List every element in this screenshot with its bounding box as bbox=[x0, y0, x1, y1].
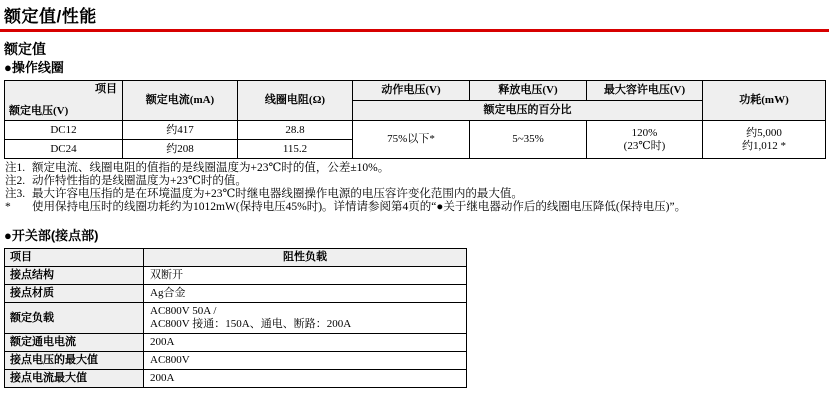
rated-load-line1: AC800V 50A / bbox=[150, 305, 217, 317]
cell-resistance: 28.8 bbox=[238, 121, 353, 140]
note-1 bbox=[5, 162, 829, 175]
cell-resistance: 115.2 bbox=[238, 140, 353, 159]
coil-table-row-dc12 bbox=[5, 121, 826, 140]
row-label: 接点电压的最大值 bbox=[5, 352, 144, 370]
note-text: 额定电流、线圈电阻的值指的是线圈温度为+23℃时的值，公差±10%。 bbox=[32, 162, 390, 174]
cell-current: 约208 bbox=[123, 140, 238, 159]
header-rated-current: 额定电流(mA) bbox=[123, 81, 238, 121]
row-value: AC800V bbox=[144, 352, 467, 370]
row-label: 额定负载 bbox=[5, 303, 144, 334]
switch-section-heading: ●开关部(接点部) bbox=[4, 228, 99, 243]
footnotes bbox=[5, 162, 829, 214]
table-row-contact-arrangement bbox=[5, 267, 467, 285]
row-label: 接点结构 bbox=[5, 267, 144, 285]
header-max-allowable-voltage: 最大容许电压(V) bbox=[587, 81, 703, 101]
header-coil-resistance: 线圈电阻(Ω) bbox=[238, 81, 353, 121]
coil-table bbox=[4, 80, 826, 159]
header-power-consumption: 功耗(mW) bbox=[703, 81, 826, 121]
table-row-max-contact-current bbox=[5, 370, 467, 388]
cell-current: 约417 bbox=[123, 121, 238, 140]
note-3 bbox=[5, 188, 829, 201]
row-label: 额定通电电流 bbox=[5, 334, 144, 352]
cell-power-consumption bbox=[703, 121, 826, 159]
table-row-max-contact-voltage bbox=[5, 352, 467, 370]
row-value bbox=[144, 303, 467, 334]
section-heading-rated-values: 额定值 bbox=[4, 41, 46, 57]
cell-release-voltage: 5~35% bbox=[470, 121, 587, 159]
corner-rated-voltage-label: 额定电压(V) bbox=[9, 105, 69, 117]
row-value: 双断开 bbox=[144, 267, 467, 285]
table-row-rated-load bbox=[5, 303, 467, 334]
rated-load-line2: AC800V 接通：150A、通电、断路：200A bbox=[150, 318, 352, 330]
note-2 bbox=[5, 175, 829, 188]
header-resistive-load: 阻性负载 bbox=[144, 249, 467, 267]
row-value: 200A bbox=[144, 334, 467, 352]
table-row-contact-material bbox=[5, 285, 467, 303]
header-release-voltage: 释放电压(V) bbox=[470, 81, 587, 101]
note-label: 注1. bbox=[5, 162, 26, 174]
note-text: 最大许容电压指的是在环境温度为+23℃时继电器线圈操作电源的电压容许变化范围内的最大值。 bbox=[32, 188, 523, 200]
corner-item-label: 项目 bbox=[95, 83, 117, 95]
power-line2: 约1,012 * bbox=[742, 139, 786, 152]
header-percent-of-rated: 额定电压的百分比 bbox=[353, 101, 703, 121]
note-text: 动作特性指的是线圈温度为+23℃时的值。 bbox=[32, 175, 247, 187]
cell-voltage: DC12 bbox=[5, 121, 123, 140]
header-item: 项目 bbox=[5, 249, 144, 267]
table-row-rated-carrying-current bbox=[5, 334, 467, 352]
switch-table-header-row bbox=[5, 249, 467, 267]
title-block bbox=[0, 0, 829, 32]
row-value: Ag合金 bbox=[144, 285, 467, 303]
note-text: 使用保持电压时的线圈功耗约为1012mW(保持电压45%时)。详情请参阅第4页的“●关于继电器动作后的线圈电压降低(保持电压)”。 bbox=[32, 201, 687, 213]
note-asterisk bbox=[5, 201, 829, 214]
row-label: 接点电流最大值 bbox=[5, 370, 144, 388]
cell-max-allowable-voltage bbox=[587, 121, 703, 159]
note-label: 注2. bbox=[5, 175, 26, 187]
coil-table-corner-cell bbox=[5, 81, 123, 121]
switch-table bbox=[4, 248, 467, 388]
row-value: 200A bbox=[144, 370, 467, 388]
row-label: 接点材质 bbox=[5, 285, 144, 303]
note-label: 注3. bbox=[5, 188, 26, 200]
power-line1: 约5,000 bbox=[746, 126, 782, 139]
cell-operate-voltage: 75%以下* bbox=[353, 121, 470, 159]
max-voltage-line1: 120% bbox=[631, 126, 658, 139]
cell-voltage: DC24 bbox=[5, 140, 123, 159]
header-operate-voltage: 动作电压(V) bbox=[353, 81, 470, 101]
max-voltage-line2: (23℃时) bbox=[623, 139, 666, 152]
note-label: * bbox=[5, 201, 11, 213]
coil-section-heading: ●操作线圈 bbox=[4, 60, 64, 75]
page-title: 额定值/性能 bbox=[4, 7, 97, 26]
